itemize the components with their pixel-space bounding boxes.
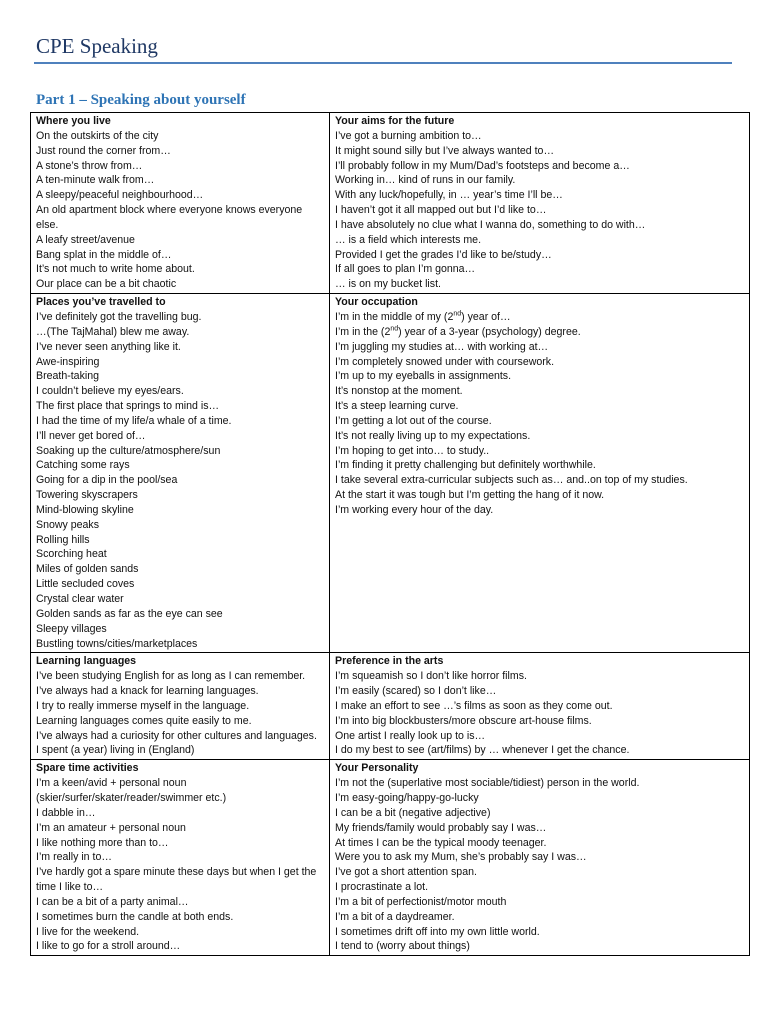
phrase-line: My friends/family would probably say I was… <box>335 821 547 834</box>
phrase-text: ) year of… <box>461 310 511 323</box>
phrase-line: I make an effort to see …’s films as soon as they come out. <box>335 699 613 712</box>
phrase-line: I’ve always had a knack for learning languages. <box>36 685 259 698</box>
phrase-line: Catching some rays <box>36 459 130 472</box>
table-row <box>31 760 750 956</box>
phrase-line: It’s nonstop at the moment. <box>335 385 463 398</box>
phrase-line: Working in… kind of runs in our family. <box>335 174 516 187</box>
phrase-line: I’ve definitely got the travelling bug. <box>36 310 202 323</box>
cell-heading: Your Personality <box>335 762 419 775</box>
phrase-line: I’m easily (scared) so I don’t like… <box>335 685 497 698</box>
phrase-line: Bustling towns/cities/marketplaces <box>36 637 198 650</box>
phrase-line: I like nothing more than to… <box>36 836 169 849</box>
phrase-line: I’m getting a lot out of the course. <box>335 414 492 427</box>
cell-heading: Places you’ve travelled to <box>36 296 166 309</box>
phrase-line: I’m a bit of a daydreamer. <box>335 910 455 923</box>
phrase-line: I’m hoping to get into… to study.. <box>335 444 490 457</box>
phrase-line <box>335 325 744 340</box>
cell-heading: Your aims for the future <box>335 115 455 127</box>
phrase-line: I live for the weekend. <box>36 925 140 938</box>
phrase-line: I’m easy-going/happy-go-lucky <box>335 791 479 804</box>
cell-heading: Where you live <box>36 115 111 127</box>
document-title: CPE Speaking <box>36 34 158 58</box>
phrase-line: A leafy street/avenue <box>36 233 135 246</box>
phrase-line: Were you to ask my Mum, she’s probably say I was… <box>335 851 587 864</box>
phrase-line: Towering skyscrapers <box>36 489 138 502</box>
ordinal-suffix: nd <box>390 325 399 333</box>
table-cell-aims-future <box>330 113 750 294</box>
phrase-text: I’m in the (2 <box>335 325 391 338</box>
phrase-line: I’m an amateur + personal noun <box>36 821 186 834</box>
phrase-line: I’m squeamish so I don’t like horror films. <box>335 670 527 683</box>
phrase-line: … is on my bucket list. <box>335 278 441 291</box>
phrase-line: …(The TajMahal) blew me away. <box>36 325 190 338</box>
title-underline <box>34 62 732 64</box>
phrase-line: If all goes to plan I’m gonna… <box>335 263 476 276</box>
phrase-line: I’ll probably follow in my Mum/Dad’s footsteps and become a… <box>335 159 630 172</box>
phrase-line: A sleepy/peaceful neighbourhood… <box>36 189 204 202</box>
phrase-text: ) year of a 3-year (psychology) degree. <box>398 325 581 338</box>
phrase-line: I tend to (worry about things) <box>335 940 470 953</box>
phrase-line: It’s not much to write home about. <box>36 263 195 276</box>
phrase-line: I sometimes burn the candle at both ends. <box>36 910 234 923</box>
phrase-line: I’m finding it pretty challenging but definitely worthwhile. <box>335 459 596 472</box>
table-cell-arts-preference <box>330 653 750 760</box>
phrase-line: A stone’s throw from… <box>36 159 143 172</box>
phrase-line: I’ve always had a curiosity for other cultures and languages. <box>36 729 317 742</box>
phrase-line: I’m completely snowed under with coursework. <box>335 355 555 368</box>
cell-heading: Preference in the arts <box>335 655 444 668</box>
phrase-line: Snowy peaks <box>36 518 100 531</box>
phrase-line: Our place can be a bit chaotic <box>36 278 177 291</box>
phrase-line: Sleepy villages <box>36 622 107 635</box>
phrase-line: I’m juggling my studies at… with working at… <box>335 340 549 353</box>
phrase-line: The first place that springs to mind is… <box>36 400 220 413</box>
phrases-table <box>30 112 750 956</box>
phrase-line: I haven’t got it all mapped out but I’d like to… <box>335 204 547 217</box>
phrase-line: I can be a bit of a party animal… <box>36 895 189 908</box>
phrase-line: Awe-inspiring <box>36 355 100 368</box>
table-cell-spare-time <box>31 760 330 956</box>
phrase-line: Scorching heat <box>36 548 107 561</box>
table-cell-personality <box>330 760 750 956</box>
phrase-line: It’s a steep learning curve. <box>335 400 459 413</box>
phrase-list <box>335 129 744 292</box>
phrase-line: Golden sands as far as the eye can see <box>36 607 223 620</box>
section-heading: Part 1 – Speaking about yourself <box>36 92 246 108</box>
cell-heading: Learning languages <box>36 655 137 668</box>
phrase-line: I’ve been studying English for as long as I can remember. <box>36 670 306 683</box>
phrase-line: I had the time of my life/a whale of a time. <box>36 414 232 427</box>
cell-heading: Your occupation <box>335 296 418 309</box>
phrase-line: I’ve got a burning ambition to… <box>335 129 482 142</box>
cell-heading: Spare time activities <box>36 762 139 775</box>
phrase-line: At the start it was tough but I’m getting the hang of it now. <box>335 489 605 502</box>
phrase-line: I dabble in… <box>36 806 96 819</box>
phrases-table-body <box>31 113 750 956</box>
phrase-line: On the outskirts of the city <box>36 129 159 142</box>
table-cell-where-you-live <box>31 113 330 294</box>
phrase-line: It’s not really living up to my expectations. <box>335 429 531 442</box>
phrase-line: An old apartment block where everyone knows everyone else. <box>36 204 303 231</box>
phrase-line: At times I can be the typical moody teenager. <box>335 836 547 849</box>
phrase-line: I have absolutely no clue what I wanna do, something to do with… <box>335 218 646 231</box>
table-cell-occupation <box>330 294 750 653</box>
phrase-line: I do my best to see (art/films) by … whenever I get the chance. <box>335 744 630 757</box>
phrase-line: I like to go for a stroll around… <box>36 940 181 953</box>
phrase-list <box>36 310 324 651</box>
phrase-list <box>335 669 744 758</box>
phrase-list <box>36 129 324 292</box>
phrase-line: I spent (a year) living in (England) <box>36 744 195 757</box>
phrase-line: I can be a bit (negative adjective) <box>335 806 491 819</box>
table-row <box>31 653 750 760</box>
phrase-line: I’m really in to… <box>36 851 112 864</box>
phrase-line: Soaking up the culture/atmosphere/sun <box>36 444 221 457</box>
phrase-line: Going for a dip in the pool/sea <box>36 474 178 487</box>
phrase-text: I’m in the middle of my (2 <box>335 310 454 323</box>
phrase-line: I’ll never get bored of… <box>36 429 146 442</box>
phrase-line: Provided I get the grades I’d like to be/study… <box>335 248 552 261</box>
phrase-line: I try to really immerse myself in the language. <box>36 699 250 712</box>
phrase-line: Bang splat in the middle of… <box>36 248 172 261</box>
phrase-list <box>36 776 324 954</box>
phrase-line: Miles of golden sands <box>36 563 139 576</box>
phrase-line: I take several extra-curricular subjects such as… and..on top of my studies. <box>335 474 688 487</box>
phrase-line: Mind-blowing skyline <box>36 503 134 516</box>
phrase-line: I’m a bit of perfectionist/motor mouth <box>335 895 507 908</box>
phrase-line: I procrastinate a lot. <box>335 881 429 894</box>
phrase-line <box>335 310 744 325</box>
phrase-line: Just round the corner from… <box>36 144 171 157</box>
phrase-line: It might sound silly but I’ve always wanted to… <box>335 144 555 157</box>
phrase-line: I couldn’t believe my eyes/ears. <box>36 385 184 398</box>
phrase-line: I’m into big blockbusters/more obscure art-house films. <box>335 714 592 727</box>
ordinal-suffix: nd <box>453 310 462 318</box>
phrase-line: Breath-taking <box>36 370 100 383</box>
phrase-line: Crystal clear water <box>36 593 124 605</box>
phrase-line: A ten-minute walk from… <box>36 174 155 187</box>
phrase-list <box>335 340 744 518</box>
phrase-list <box>36 669 324 758</box>
table-cell-places-travelled <box>31 294 330 653</box>
table-row <box>31 113 750 294</box>
phrase-list <box>335 776 744 954</box>
phrase-line: … is a field which interests me. <box>335 233 482 246</box>
phrase-line: I’ve got a short attention span. <box>335 866 477 879</box>
phrase-line: I’m up to my eyeballs in assignments. <box>335 370 512 383</box>
phrase-line: Learning languages comes quite easily to me. <box>36 714 252 727</box>
table-cell-learning-languages <box>31 653 330 760</box>
phrase-line: One artist I really look up to is… <box>335 729 486 742</box>
table-row <box>31 294 750 653</box>
phrase-line: Little secluded coves <box>36 578 135 591</box>
phrase-line: I’ve never seen anything like it. <box>36 340 181 353</box>
phrase-line: I’m working every hour of the day. <box>335 503 494 516</box>
phrase-line: I sometimes drift off into my own little world. <box>335 925 540 938</box>
phrase-line: With any luck/hopefully, in … year’s time I’ll be… <box>335 189 563 202</box>
phrase-line: I’m a keen/avid + personal noun (skier/surfer/skater/reader/swimmer etc.) <box>36 777 227 804</box>
phrase-line: I’m not the (superlative most sociable/tidiest) person in the world. <box>335 777 640 790</box>
phrase-line: I’ve hardly got a spare minute these days but when I get the time I like to… <box>36 866 317 894</box>
phrase-line: Rolling hills <box>36 533 90 546</box>
